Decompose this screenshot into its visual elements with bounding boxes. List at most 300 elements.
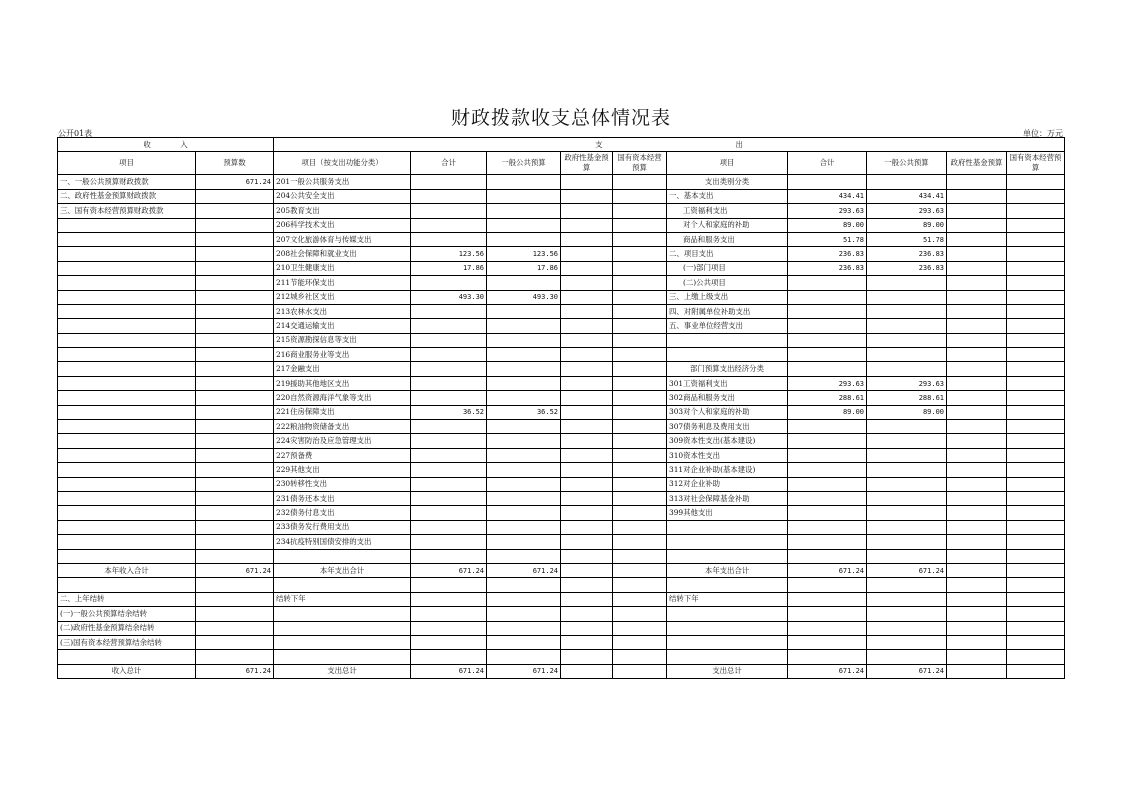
table-cell — [561, 276, 613, 290]
table-row — [58, 477, 1065, 491]
table-cell — [487, 218, 561, 232]
table-cell: 233债务发行费用支出 — [274, 520, 411, 534]
table-cell — [1007, 218, 1065, 232]
table-cell — [613, 592, 667, 606]
table-cell: 671.24 — [411, 563, 487, 577]
table-cell — [613, 362, 667, 376]
table-cell: 309资本性支出(基本建设) — [667, 434, 788, 448]
table-cell — [196, 520, 274, 534]
table-cell — [411, 333, 487, 347]
table-cell — [411, 175, 487, 189]
table-cell — [58, 376, 196, 390]
table-cell — [788, 607, 867, 621]
table-cell: 311对企业补助(基本建设) — [667, 463, 788, 477]
table-cell — [487, 578, 561, 592]
table-cell: 671.24 — [867, 664, 947, 678]
table-cell — [867, 362, 947, 376]
table-cell — [196, 448, 274, 462]
table-cell — [788, 477, 867, 491]
table-row — [58, 333, 1065, 347]
table-cell — [613, 549, 667, 563]
table-cell: 222粮油物资储备支出 — [274, 420, 411, 434]
income-header: 收 入 — [58, 138, 274, 152]
table-cell — [196, 391, 274, 405]
table-row — [58, 391, 1065, 405]
table-cell — [411, 578, 487, 592]
table-cell — [411, 520, 487, 534]
table-cell — [1007, 650, 1065, 664]
table-cell — [947, 362, 1007, 376]
table-cell — [613, 189, 667, 203]
table-cell — [561, 549, 613, 563]
table-cell — [411, 348, 487, 362]
table-cell: 三、上缴上级支出 — [667, 290, 788, 304]
table-cell — [947, 491, 1007, 505]
table-cell: 434.41 — [788, 189, 867, 203]
table-cell — [1007, 247, 1065, 261]
table-cell — [561, 247, 613, 261]
table-cell: 三、国有资本经营预算财政拨款 — [58, 204, 196, 218]
table-cell — [411, 549, 487, 563]
table-cell — [947, 578, 1007, 592]
table-cell — [1007, 175, 1065, 189]
table-cell — [947, 189, 1007, 203]
table-cell: 493.30 — [487, 290, 561, 304]
table-cell — [58, 420, 196, 434]
table-cell — [867, 276, 947, 290]
table-row — [58, 491, 1065, 505]
column-header: 国有资本经营预算 — [1007, 152, 1065, 175]
table-cell — [58, 333, 196, 347]
table-cell — [58, 261, 196, 275]
table-cell — [58, 535, 196, 549]
table-cell — [411, 535, 487, 549]
table-cell — [411, 218, 487, 232]
table-cell — [411, 304, 487, 318]
table-cell — [1007, 348, 1065, 362]
table-row — [58, 520, 1065, 534]
table-cell: 五、事业单位经营支出 — [667, 319, 788, 333]
table-cell — [196, 420, 274, 434]
table-cell — [613, 348, 667, 362]
table-cell: (二)政府性基金预算结余结转 — [58, 621, 196, 635]
table-cell — [1007, 635, 1065, 649]
table-cell — [1007, 491, 1065, 505]
table-cell — [196, 578, 274, 592]
table-cell — [58, 348, 196, 362]
table-cell — [947, 635, 1007, 649]
table-cell — [58, 405, 196, 419]
table-cell — [613, 420, 667, 434]
table-cell — [867, 319, 947, 333]
table-cell: 89.00 — [788, 218, 867, 232]
table-cell — [561, 348, 613, 362]
table-cell — [196, 218, 274, 232]
table-cell: 201一般公共服务支出 — [274, 175, 411, 189]
table-cell — [1007, 535, 1065, 549]
table-cell — [411, 434, 487, 448]
table-cell: 一、一般公共预算财政拨款 — [58, 175, 196, 189]
table-cell — [1007, 463, 1065, 477]
table-cell — [487, 232, 561, 246]
table-cell — [561, 304, 613, 318]
table-cell — [1007, 592, 1065, 606]
table-cell — [1007, 276, 1065, 290]
table-cell — [613, 520, 667, 534]
table-cell — [196, 348, 274, 362]
table-cell — [613, 290, 667, 304]
table-cell — [196, 204, 274, 218]
table-cell: 399其他支出 — [667, 506, 788, 520]
table-cell — [667, 535, 788, 549]
table-row — [58, 175, 1065, 189]
table-cell — [613, 463, 667, 477]
table-cell: 208社会保障和就业支出 — [274, 247, 411, 261]
table-cell — [58, 578, 196, 592]
table-cell — [613, 578, 667, 592]
table-cell — [667, 549, 788, 563]
table-cell — [947, 247, 1007, 261]
table-cell: 303对个人和家庭的补助 — [667, 405, 788, 419]
table-cell — [58, 491, 196, 505]
table-cell: 收入总计 — [58, 664, 196, 678]
table-cell — [667, 333, 788, 347]
table-cell — [196, 376, 274, 390]
table-cell — [613, 650, 667, 664]
table-cell — [196, 535, 274, 549]
table-cell — [1007, 563, 1065, 577]
table-cell — [1007, 333, 1065, 347]
table-cell — [947, 506, 1007, 520]
table-cell: 结转下年 — [274, 592, 411, 606]
table-cell — [561, 578, 613, 592]
table-cell — [1007, 434, 1065, 448]
table-cell — [561, 664, 613, 678]
table-cell — [788, 290, 867, 304]
table-cell — [947, 535, 1007, 549]
table-cell — [487, 276, 561, 290]
table-cell — [613, 506, 667, 520]
table-cell: 671.24 — [867, 563, 947, 577]
column-header: 项目 — [58, 152, 196, 175]
table-cell — [561, 491, 613, 505]
column-header: 一般公共预算 — [487, 152, 561, 175]
table-cell — [788, 592, 867, 606]
column-header: 项目（按支出功能分类） — [274, 152, 411, 175]
table-number: 公开01表 — [58, 129, 93, 138]
table-cell — [867, 348, 947, 362]
table-cell — [1007, 520, 1065, 534]
table-cell — [947, 232, 1007, 246]
table-cell — [487, 635, 561, 649]
table-cell: 对个人和家庭的补助 — [667, 218, 788, 232]
table-cell: 288.61 — [867, 391, 947, 405]
table-cell — [561, 650, 613, 664]
table-row — [58, 376, 1065, 390]
table-cell: 支出总计 — [274, 664, 411, 678]
table-cell — [196, 650, 274, 664]
table-cell — [411, 491, 487, 505]
table-cell — [788, 304, 867, 318]
table-cell — [1007, 261, 1065, 275]
table-cell — [411, 232, 487, 246]
table-cell — [947, 520, 1007, 534]
table-cell — [1007, 376, 1065, 390]
table-cell — [58, 434, 196, 448]
table-cell — [411, 621, 487, 635]
table-cell — [947, 563, 1007, 577]
table-cell — [411, 463, 487, 477]
table-cell — [196, 621, 274, 635]
table-cell — [667, 635, 788, 649]
table-cell: 671.24 — [196, 175, 274, 189]
table-cell: 207文化旅游体育与传媒支出 — [274, 232, 411, 246]
table-cell — [788, 506, 867, 520]
table-cell: 17.86 — [487, 261, 561, 275]
table-cell — [788, 535, 867, 549]
table-cell: 一、基本支出 — [667, 189, 788, 203]
table-cell — [411, 635, 487, 649]
table-cell — [561, 261, 613, 275]
table-cell — [561, 448, 613, 462]
table-cell: 二、上年结转 — [58, 592, 196, 606]
table-cell — [196, 276, 274, 290]
table-cell — [1007, 448, 1065, 462]
table-cell — [411, 420, 487, 434]
table-cell: 89.00 — [867, 405, 947, 419]
table-cell: 206科学技术支出 — [274, 218, 411, 232]
table-cell: 234抗疫特别国债安排的支出 — [274, 535, 411, 549]
table-cell: 671.24 — [487, 563, 561, 577]
table-cell — [196, 261, 274, 275]
table-row — [58, 578, 1065, 592]
table-cell — [613, 175, 667, 189]
table-cell — [667, 621, 788, 635]
table-cell: 支出总计 — [667, 664, 788, 678]
table-cell: 二、项目支出 — [667, 247, 788, 261]
table-cell — [788, 448, 867, 462]
table-cell — [58, 549, 196, 563]
table-row — [58, 549, 1065, 563]
table-cell: 310资本性支出 — [667, 448, 788, 462]
table-cell — [613, 477, 667, 491]
table-cell — [196, 477, 274, 491]
table-cell — [561, 319, 613, 333]
table-cell — [196, 405, 274, 419]
table-row — [58, 290, 1065, 304]
table-cell — [561, 607, 613, 621]
table-cell — [274, 578, 411, 592]
table-cell — [1007, 232, 1065, 246]
budget-table-container — [57, 137, 1064, 679]
table-cell — [667, 520, 788, 534]
table-cell — [613, 621, 667, 635]
table-cell — [947, 621, 1007, 635]
table-cell — [561, 175, 613, 189]
table-cell — [561, 520, 613, 534]
table-cell — [274, 621, 411, 635]
table-cell: 236.83 — [867, 247, 947, 261]
table-cell: 307债务利息及费用支出 — [667, 420, 788, 434]
table-cell — [667, 650, 788, 664]
table-cell — [788, 175, 867, 189]
table-cell — [788, 578, 867, 592]
table-cell — [613, 405, 667, 419]
table-cell — [613, 218, 667, 232]
table-cell — [613, 535, 667, 549]
table-cell — [867, 520, 947, 534]
table-cell: 89.00 — [867, 218, 947, 232]
table-cell — [613, 635, 667, 649]
table-body — [58, 175, 1065, 679]
table-cell — [1007, 204, 1065, 218]
table-cell — [487, 189, 561, 203]
table-cell: 220自然资源海洋气象等支出 — [274, 391, 411, 405]
table-row — [58, 319, 1065, 333]
table-cell: 210卫生健康支出 — [274, 261, 411, 275]
table-row — [58, 218, 1065, 232]
table-cell — [788, 348, 867, 362]
table-cell — [947, 607, 1007, 621]
table-cell — [561, 434, 613, 448]
table-cell — [58, 506, 196, 520]
table-cell — [58, 218, 196, 232]
table-cell: 215资源勘探信息等支出 — [274, 333, 411, 347]
table-cell — [561, 477, 613, 491]
table-cell — [487, 204, 561, 218]
column-header: 一般公共预算 — [867, 152, 947, 175]
column-header: 政府性基金预算 — [947, 152, 1007, 175]
table-cell: 230转移性支出 — [274, 477, 411, 491]
table-cell — [58, 463, 196, 477]
table-cell — [867, 592, 947, 606]
table-cell: 支出类别分类 — [667, 175, 788, 189]
header-group-row — [58, 138, 1065, 152]
table-cell — [788, 362, 867, 376]
table-cell — [947, 304, 1007, 318]
table-cell — [1007, 189, 1065, 203]
table-cell — [947, 463, 1007, 477]
table-cell — [788, 434, 867, 448]
table-cell: 236.83 — [867, 261, 947, 275]
table-row — [58, 592, 1065, 606]
table-cell: 232债务付息支出 — [274, 506, 411, 520]
table-cell — [613, 276, 667, 290]
table-cell — [947, 664, 1007, 678]
table-cell — [487, 592, 561, 606]
table-cell: 671.24 — [788, 664, 867, 678]
unit-label: 单位：万元 — [1023, 129, 1063, 138]
table-row — [58, 420, 1065, 434]
table-cell — [867, 463, 947, 477]
table-cell — [487, 506, 561, 520]
table-cell — [613, 664, 667, 678]
table-cell — [788, 621, 867, 635]
table-cell — [947, 348, 1007, 362]
table-cell: (一)一般公共预算结余结转 — [58, 607, 196, 621]
table-cell: 212城乡社区支出 — [274, 290, 411, 304]
table-cell — [487, 319, 561, 333]
table-cell — [867, 420, 947, 434]
table-row — [58, 463, 1065, 477]
table-cell: 工资福利支出 — [667, 204, 788, 218]
table-row — [58, 664, 1065, 678]
table-cell — [411, 189, 487, 203]
table-cell — [1007, 664, 1065, 678]
table-cell — [58, 448, 196, 462]
table-cell — [487, 362, 561, 376]
column-header: 国有资本经营预算 — [613, 152, 667, 175]
table-cell — [196, 319, 274, 333]
table-cell — [667, 348, 788, 362]
table-cell: 四、对附属单位补助支出 — [667, 304, 788, 318]
table-cell — [561, 635, 613, 649]
table-cell — [867, 650, 947, 664]
table-cell — [1007, 621, 1065, 635]
budget-table — [57, 137, 1065, 679]
table-row — [58, 607, 1065, 621]
table-cell — [788, 650, 867, 664]
table-cell — [487, 520, 561, 534]
table-cell — [411, 376, 487, 390]
table-cell — [411, 204, 487, 218]
table-cell — [788, 333, 867, 347]
table-cell — [867, 549, 947, 563]
table-cell — [561, 506, 613, 520]
table-cell: 671.24 — [487, 664, 561, 678]
table-cell: 219援助其他地区支出 — [274, 376, 411, 390]
table-cell — [947, 477, 1007, 491]
table-cell: 229其他支出 — [274, 463, 411, 477]
table-row — [58, 635, 1065, 649]
table-cell — [667, 578, 788, 592]
table-cell — [196, 232, 274, 246]
column-header: 合计 — [788, 152, 867, 175]
table-cell — [1007, 391, 1065, 405]
table-cell — [613, 376, 667, 390]
table-cell: 213农林水支出 — [274, 304, 411, 318]
table-cell: 671.24 — [196, 664, 274, 678]
table-cell — [947, 650, 1007, 664]
table-cell — [411, 592, 487, 606]
table-cell — [487, 463, 561, 477]
table-row — [58, 348, 1065, 362]
table-cell — [867, 304, 947, 318]
table-cell — [613, 261, 667, 275]
table-row — [58, 362, 1065, 376]
table-cell — [613, 304, 667, 318]
table-cell — [196, 434, 274, 448]
table-cell — [58, 520, 196, 534]
table-cell — [196, 463, 274, 477]
table-cell — [947, 391, 1007, 405]
table-cell — [196, 491, 274, 505]
table-cell: 204公共安全支出 — [274, 189, 411, 203]
table-cell — [613, 391, 667, 405]
table-cell — [561, 420, 613, 434]
table-cell — [613, 232, 667, 246]
table-cell — [411, 362, 487, 376]
table-cell: (三)国有资本经营预算结余结转 — [58, 635, 196, 649]
table-row — [58, 276, 1065, 290]
table-cell: 293.63 — [788, 204, 867, 218]
table-cell — [58, 362, 196, 376]
table-cell: 493.30 — [411, 290, 487, 304]
table-cell — [613, 448, 667, 462]
table-cell — [561, 333, 613, 347]
table-cell — [58, 290, 196, 304]
table-cell — [947, 333, 1007, 347]
